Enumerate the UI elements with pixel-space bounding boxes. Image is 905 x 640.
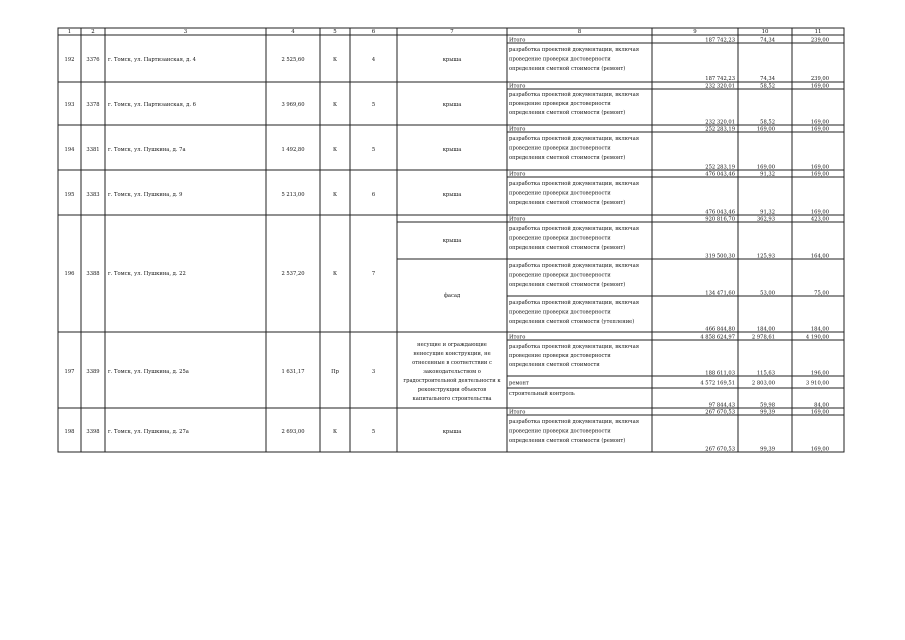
row-number: 194 [64,147,75,153]
row-address: г. Томск, ул. Пушкина, д. 22 [108,271,186,277]
row-address: г. Томск, ул. Партизанская, д. 6 [108,102,196,108]
row-area: 3 969,60 [281,102,305,108]
row-element-line: законодательством о [423,369,481,375]
total-cost: 4 858 624,97 [700,334,735,341]
total-unit-cost: 362,93 [756,216,775,223]
header-cell: 3 [183,29,188,35]
row-address: г. Томск, ул. Пушкина, д. 7а [108,147,186,153]
row-number: 198 [64,429,75,435]
table-row [65,38,829,83]
work-limit: 3 910,00 [805,380,829,387]
work-desc-line: определения сметной стоимости (ремонт) [509,110,626,116]
header-cell: 4 [291,29,295,35]
work-cost: 232 320,01 [705,119,735,126]
row-address: г. Томск, ул. Пушкина, д. 27а [108,429,189,435]
row-address: г. Томск, ул. Партизанская, д. 4 [108,57,196,63]
header-cell: 6 [371,29,376,35]
total-cost: 252 283,19 [705,126,735,133]
row-area: 2 693,00 [281,429,305,435]
work-unit-cost: 115,63 [756,370,775,377]
itogo-label: Итого [509,409,526,416]
total-unit-cost: 74,34 [760,37,775,44]
row-element: крыша [442,429,462,435]
work-desc-line: разработка проектной документации, включая [509,263,639,269]
work-desc-line: проведение проверки достоверности [509,56,611,63]
row-area: 5 213,00 [281,192,305,198]
total-unit-cost: 169,00 [756,126,775,133]
row-code: 3383 [86,192,100,198]
itogo-label: Итого [509,126,526,133]
work-desc-line: разработка проектной документации, включая [509,47,639,53]
work-cost: 4 572 169,51 [700,380,735,387]
work-desc-line: разработка проектной документации, включая [509,300,639,306]
work-unit-cost: 58,52 [760,119,775,126]
work-unit-cost: 99,39 [760,446,775,453]
row-element: крыша [442,102,462,108]
row-type: К [332,271,338,277]
work-unit-cost: 125,93 [756,253,775,260]
total-unit-cost: 91,32 [760,171,775,178]
total-limit: 169,00 [810,409,829,416]
work-desc-line: разработка проектной документации, включая [509,226,639,232]
work-unit-cost: 2 803,00 [751,380,775,387]
work-unit-cost: 91,32 [760,209,775,216]
work-cost: 134 471,60 [705,290,735,297]
remont-label: ремонт [509,380,529,387]
work-limit: 75,00 [814,290,829,297]
work-cost: 252 283,19 [705,164,735,171]
table-row [65,172,829,216]
work-desc-line: проведение проверки достоверности [509,353,611,359]
work-limit: 184,00 [810,326,829,333]
work-cost: 466 844,80 [705,326,735,333]
work-desc-line: определения сметной стоимости [509,362,600,368]
row-type: К [332,57,338,63]
row-floors: 4 [371,57,376,63]
work-limit: 239,00 [810,76,829,82]
table-row [65,84,829,126]
header-cell: 5 [333,29,337,35]
header-cell: 8 [577,29,582,35]
total-unit-cost: 58,52 [760,83,775,90]
row-type: К [332,102,338,108]
row-number: 197 [64,369,75,375]
total-cost: 232 320,01 [705,83,735,90]
total-limit: 169,00 [810,126,829,133]
work-unit-cost: 74,34 [760,76,775,82]
work-desc-line: определения сметной стоимости (ремонт) [509,155,626,161]
row-floors: 6 [371,192,376,198]
work-desc-line: разработка проектной документации, включая [509,419,639,425]
work-desc-line: проведение проверки достоверности [509,101,611,107]
row-number: 193 [64,102,75,108]
work-cost: 188 611,03 [705,370,735,377]
work-unit-cost: 59,98 [760,402,775,409]
control-label: строительный контроль [509,391,575,397]
work-desc-line: определения сметной стоимости (ремонт) [509,66,626,72]
row-code: 3389 [86,369,100,375]
work-cost: 476 043,46 [705,209,735,216]
table-row [65,335,829,409]
row-element-line: реконструкции объектов [417,387,487,393]
row-floors: 5 [371,147,376,153]
table-row [65,410,829,453]
row-element: крыша [442,57,462,63]
row-address: г. Томск, ул. Пушкина, д. 25а [108,369,189,375]
header-cell: 11 [814,29,822,35]
row-code: 3376 [86,57,100,63]
total-limit: 4 190,00 [805,334,829,341]
row-type: К [332,147,338,153]
work-desc-line: определения сметной стоимости (ремонт) [509,200,626,206]
work-desc-line: разработка проектной документации, включая [509,344,639,350]
row-address: г. Томск, ул. Пушкина, д. 9 [108,192,183,198]
work-unit-cost: 53,00 [760,290,775,297]
row-number: 195 [64,192,75,198]
header-cell: 1 [67,29,72,35]
work-limit: 169,00 [810,164,829,171]
total-unit-cost: 99,39 [760,409,775,416]
row-type: К [332,192,338,198]
row-number: 192 [64,57,75,63]
row-element-line: градостроительной деятельности к [403,378,501,384]
work-desc-line: проведение проверки достоверности [509,235,611,242]
itogo-label: Итого [509,216,526,223]
header-cell: 2 [91,29,95,35]
itogo-label: Итого [509,83,526,90]
total-cost: 267 670,53 [705,409,735,416]
work-desc-line: разработка проектной документации, включая [509,181,639,187]
table-row [65,217,829,333]
work-cost: 97 844,43 [708,402,735,409]
row-area: 1 492,80 [281,147,305,153]
row-code: 3398 [86,429,100,435]
work-desc-line: определения сметной стоимости (утепление) [509,319,635,325]
total-cost: 920 816,70 [705,216,735,223]
total-limit: 423,00 [810,216,829,223]
work-cost: 187 742,23 [705,76,735,82]
row-floors: 5 [371,102,376,108]
row-floors: 5 [371,429,376,435]
work-desc-line: определения сметной стоимости (ремонт) [509,245,626,251]
work-desc-line: проведение проверки достоверности [509,272,611,279]
work-unit-cost: 184,00 [756,326,775,333]
work-cost: 267 670,53 [705,446,735,453]
row-code: 3388 [86,271,100,277]
work-desc-line: разработка проектной документации, включая [509,136,639,142]
total-unit-cost: 2 978,61 [751,334,775,341]
work-limit: 164,00 [810,253,829,260]
work-desc-line: разработка проектной документации, включая [509,92,639,98]
work-desc-line: проведение проверки достоверности [509,428,611,435]
work-limit: 84,00 [814,402,829,409]
work-desc-line: проведение проверки достоверности [509,190,611,197]
row-code: 3381 [86,147,100,153]
work-cost: 319 500,30 [705,253,735,260]
row-element: крыша [442,147,462,153]
work-limit: 169,00 [810,446,829,453]
total-cost: 187 742,23 [705,37,735,44]
total-limit: 239,00 [810,37,829,44]
itogo-label: Итого [509,37,526,44]
row-element-line: ненесущие конструкции, не [413,351,491,357]
header-cell: 9 [693,29,697,35]
work-desc-line: проведение проверки достоверности [509,309,611,316]
header-cell: 10 [761,29,769,35]
total-cost: 476 043,46 [705,171,735,178]
work-limit: 196,00 [810,370,829,377]
row-element-line: отнесенные в соответствии с [412,360,492,366]
row-floors: 3 [371,369,376,375]
work-limit: 169,00 [810,119,829,126]
work-limit: 169,00 [810,209,829,216]
total-limit: 169,00 [810,171,829,178]
row-area: 2 537,20 [281,271,305,277]
work-desc-line: проведение проверки достоверности [509,145,611,152]
row-element-line: капитального строительства [412,396,492,402]
row-element-facade: фасад [443,293,461,299]
row-element-line: несущие и ограждающие [417,342,487,348]
total-limit: 169,00 [810,83,829,90]
itogo-label: Итого [509,334,526,341]
itogo-label: Итого [509,171,526,178]
header-cell: 7 [450,29,454,35]
row-area: 2 525,60 [281,57,305,63]
row-area: 1 631,17 [281,369,305,375]
table-row [65,127,829,171]
row-type: К [332,429,338,435]
work-desc-line: определения сметной стоимости (ремонт) [509,438,626,444]
row-code: 3378 [86,102,100,108]
row-element-roof: крыша [442,238,462,244]
row-number: 196 [64,271,75,277]
work-desc-line: определения сметной стоимости (ремонт) [509,282,626,288]
row-type: Пр [331,369,339,375]
row-floors: 7 [371,271,376,277]
row-element: крыша [442,192,462,198]
work-unit-cost: 169,00 [756,164,775,171]
table-header [68,29,822,35]
